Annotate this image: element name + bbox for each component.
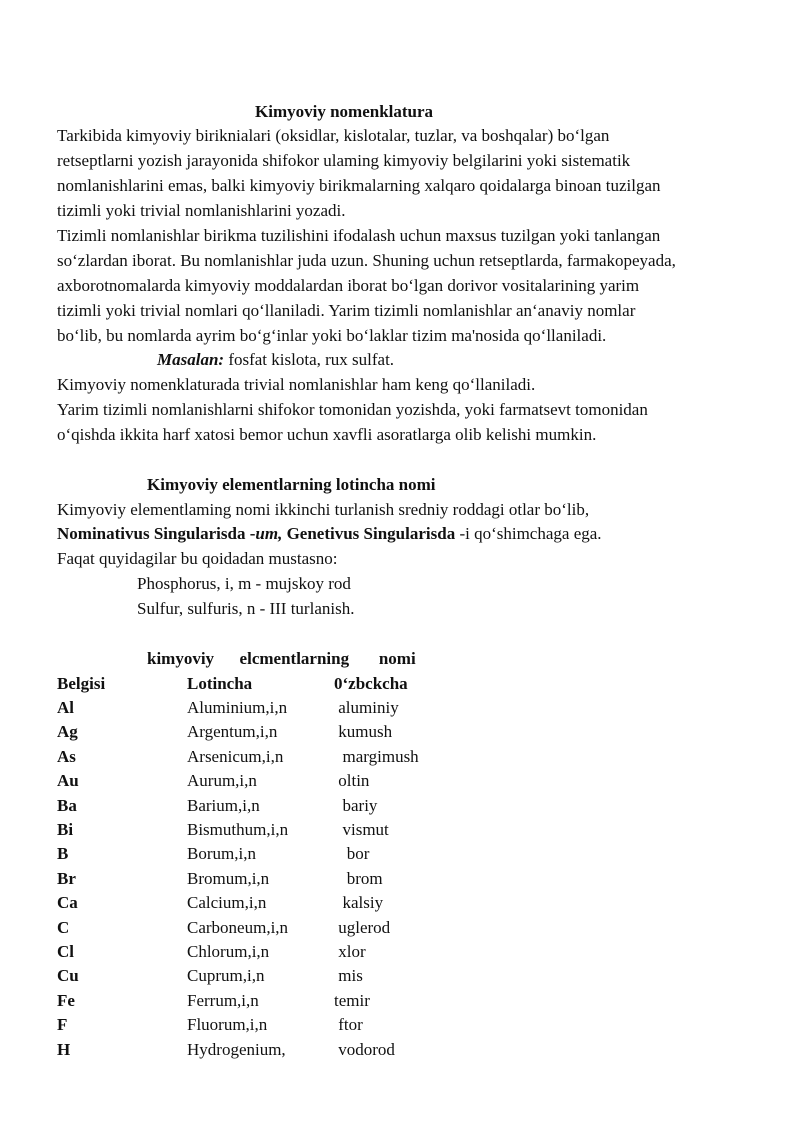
element-latin-name: Ferrum,i,n <box>187 990 259 1010</box>
element-symbol: F <box>57 1015 68 1035</box>
exception-item: Phosphorus, i, m - mujskoy rod <box>137 574 351 593</box>
element-latin-name: Aluminium,i,n <box>187 698 288 717</box>
header-latin: Lotincha <box>187 674 253 693</box>
paragraph-line: Yarim tizimli nomlanishlarni shifokor tomonidan yozishda, yoki farmatsevt tomonidan <box>57 400 648 419</box>
element-symbol: Al <box>57 698 74 717</box>
element-symbol: Bi <box>57 820 74 839</box>
suffix-text: -i qo‘shimchaga ega. <box>455 524 602 543</box>
paragraph-line: retseptlarni yozish jarayonida shifokor ulaming kimyoviy belgilarini yoki sistematik <box>57 151 631 170</box>
header-symbol: Belgisi <box>57 674 106 693</box>
element-uzbek-name: margimush <box>334 746 419 766</box>
section-title-nomenclature: Kimyoviy nomenklatura <box>255 102 434 121</box>
nominativus-label: Nominativus Singularisda - <box>57 524 256 543</box>
table-row <box>57 796 757 816</box>
table-row <box>57 1040 757 1060</box>
paragraph-line: Tarkibida kimyoviy biriknialari (oksidlar, kislotalar, tuzlar, va boshqalar) bo‘lgan <box>57 126 610 145</box>
um-ending: um, <box>255 524 283 543</box>
element-uzbek-name: brom <box>334 868 383 888</box>
table-title: kimyoviy elcmentlarning nomi <box>147 649 416 668</box>
element-symbol: Au <box>57 771 79 791</box>
paragraph-line: bo‘lib, bu nomlarda ayrim bo‘g‘inlar yoki bo‘laklar tizim ma'nosida qo‘llaniladi. <box>57 326 607 345</box>
element-latin-name: Barium,i,n <box>187 795 260 815</box>
paragraph-line: Tizimli nomlanishlar birikma tuzilishini ifodalash uchun maxsus tuzilgan yoki tanlangan <box>57 226 661 245</box>
paragraph-line: Kimyoviy nomenklaturada trivial nomlanishlar ham keng qo‘llaniladi. <box>57 375 536 394</box>
table-row <box>57 966 757 986</box>
element-latin-name: Fluorum,i,n <box>187 1015 268 1035</box>
element-symbol: C <box>57 917 70 937</box>
element-uzbek-name: vodorod <box>334 1039 395 1059</box>
element-symbol: Ag <box>57 722 78 742</box>
element-symbol: H <box>57 1039 71 1059</box>
table-header <box>57 674 757 694</box>
exception-item: Sulfur, sulfuris, n - III turlanish. <box>137 599 355 618</box>
element-latin-name: Hydrogenium, <box>187 1039 286 1059</box>
table-row <box>57 1015 757 1035</box>
table-row <box>57 942 757 962</box>
element-latin-name: Chlorum,i,n <box>187 942 270 961</box>
header-uzbek: 0‘zbckcha <box>334 674 408 693</box>
element-uzbek-name: bor <box>334 844 370 864</box>
element-uzbek-name: mis <box>334 966 363 986</box>
element-uzbek-name: kumush <box>334 722 393 742</box>
example-text: fosfat kislota, rux sulfat. <box>224 350 395 369</box>
table-row <box>57 844 757 864</box>
element-uzbek-name: bariy <box>334 795 378 815</box>
element-latin-name: Bismuthum,i,n <box>187 820 289 839</box>
element-symbol: Fe <box>57 990 75 1010</box>
element-symbol: B <box>57 844 69 864</box>
paragraph-line: axborotnomalarda kimyoviy moddalardan iborat bo‘lgan dorivor vositalarining yarim <box>57 276 640 295</box>
element-latin-name: Bromum,i,n <box>187 868 270 888</box>
element-symbol: Br <box>57 868 76 888</box>
element-latin-name: Carboneum,i,n <box>187 917 289 937</box>
table-row <box>57 869 757 889</box>
element-latin-name: Cuprum,i,n <box>187 966 265 986</box>
element-latin-name: Borum,i,n <box>187 844 256 864</box>
paragraph-line: tizimli yoki trivial nomlanishlarini yozadi. <box>57 201 346 220</box>
paragraph-line: so‘zlardan iborat. Bu nomlanishlar juda uzun. Shuning uchun retseptlarda, farmakopeyada, <box>57 251 676 270</box>
element-latin-name: Arsenicum,i,n <box>187 746 284 766</box>
element-uzbek-name: xlor <box>334 942 366 961</box>
element-uzbek-name: aluminiy <box>334 698 399 717</box>
table-row <box>57 722 757 742</box>
element-uzbek-name: temir <box>334 990 370 1010</box>
paragraph-line: Kimyoviy elementlaming nomi ikkinchi turlanish sredniy roddagi otlar bo‘lib, <box>57 500 590 519</box>
table-row <box>57 918 757 938</box>
table-row <box>57 747 757 767</box>
genetivus-label: Genetivus Singularisda <box>282 524 456 543</box>
element-uzbek-name: kalsiy <box>334 893 384 913</box>
element-uzbek-name: ftor <box>334 1015 363 1035</box>
paragraph-line: tizimli yoki trivial nomlari qo‘llaniladi. Yarim tizimli nomlanishlar an‘anaviy nomlar <box>57 301 636 320</box>
element-latin-name: Argentum,i,n <box>187 722 278 742</box>
table-row <box>57 698 757 718</box>
paragraph-line: Faqat quyidagilar bu qoidadan mustasno: <box>57 549 338 568</box>
element-symbol: As <box>57 746 76 766</box>
element-uzbek-name: uglerod <box>334 917 391 937</box>
element-symbol: Cl <box>57 942 74 961</box>
paragraph-line: o‘qishda ikkita harf xatosi bemor uchun xavfli asoratlarga olib kelishi mumkin. <box>57 425 597 444</box>
section-title-latin-names: Kimyoviy elementlarning lotincha nomi <box>147 475 436 494</box>
element-uzbek-name: oltin <box>334 771 370 791</box>
element-uzbek-name: vismut <box>334 820 389 839</box>
element-symbol: Ba <box>57 795 77 815</box>
case-endings-line <box>57 524 602 544</box>
element-symbol: Cu <box>57 966 79 986</box>
table-row <box>57 771 757 791</box>
table-row <box>57 820 757 840</box>
element-latin-name: Aurum,i,n <box>187 771 257 791</box>
table-row <box>57 991 757 1011</box>
element-symbol: Ca <box>57 893 78 913</box>
element-latin-name: Calcium,i,n <box>187 893 267 913</box>
example-line <box>157 350 394 370</box>
paragraph-line: nomlanishlarini emas, balki kimyoviy birikmalarning xalqaro qoidalarga binoan tuzilgan <box>57 176 661 195</box>
table-row <box>57 893 757 913</box>
example-label: Masalan: <box>157 350 225 369</box>
